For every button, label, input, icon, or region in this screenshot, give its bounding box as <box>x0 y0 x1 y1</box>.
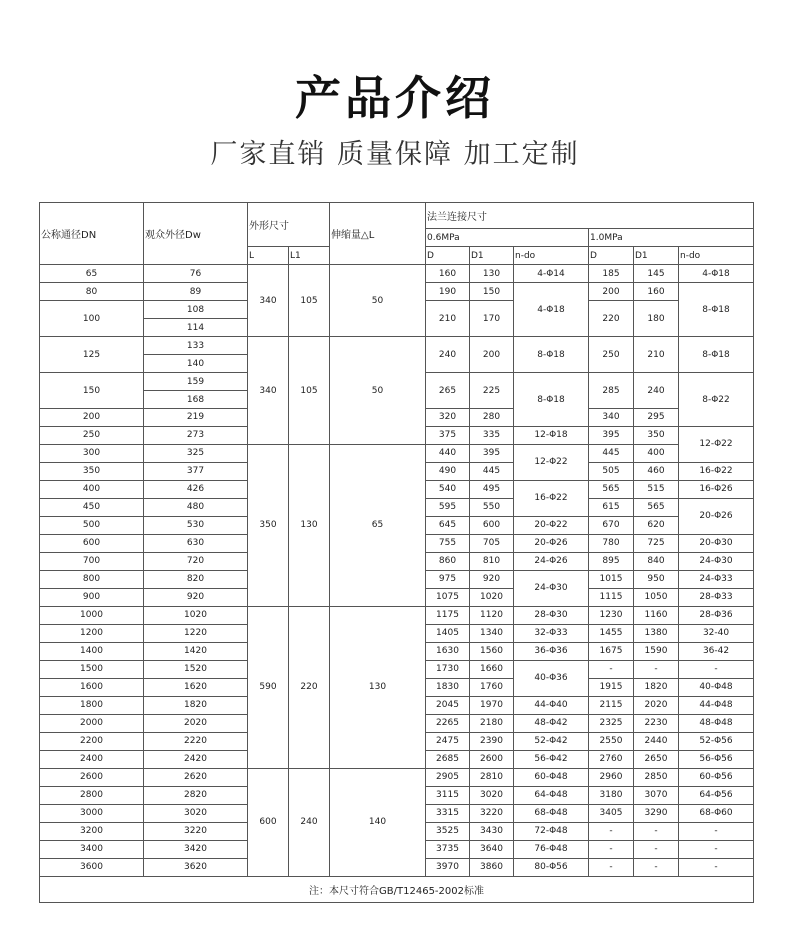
f06-ndo-cell: 20-Φ26 <box>514 534 589 552</box>
f06-D1-cell: 130 <box>470 265 514 283</box>
f06-ndo-cell: 52-Φ42 <box>514 732 589 750</box>
f06-ndo-cell: 8-Φ18 <box>514 337 589 373</box>
f06-D1-cell: 1120 <box>470 606 514 624</box>
dn-cell: 400 <box>40 480 144 498</box>
dn-cell: 80 <box>40 283 144 301</box>
f10-D-cell: 2325 <box>589 714 634 732</box>
dn-cell: 1600 <box>40 678 144 696</box>
dw-cell: 3420 <box>144 840 248 858</box>
f10-D1-cell: 2440 <box>634 732 679 750</box>
f06-D1-cell: 810 <box>470 552 514 570</box>
dn-header: 公称通径DN <box>40 203 144 265</box>
f10-D1-cell: 620 <box>634 516 679 534</box>
length-L1-cell: 240 <box>289 768 330 876</box>
f10-D1-cell: 180 <box>634 301 679 337</box>
table-row <box>40 606 754 624</box>
dn-cell: 1000 <box>40 606 144 624</box>
f06-ndo-cell: 20-Φ22 <box>514 516 589 534</box>
f10-D1-cell: 400 <box>634 444 679 462</box>
f06-D1-cell: 170 <box>470 301 514 337</box>
f10-D-cell: 2960 <box>589 768 634 786</box>
f10-D-cell: 615 <box>589 498 634 516</box>
f06-D-cell: 2265 <box>426 714 470 732</box>
L1-header: L1 <box>289 247 330 265</box>
f10-D1-cell: 3290 <box>634 804 679 822</box>
f10-D-cell: 250 <box>589 337 634 373</box>
f06-ndo-cell: 4-Φ18 <box>514 283 589 337</box>
expansion-cell: 50 <box>330 337 426 445</box>
dw-cell: 1520 <box>144 660 248 678</box>
f06-D-cell: 265 <box>426 373 470 409</box>
f10-D1-cell: 240 <box>634 373 679 409</box>
f10-ndo-cell: 48-Φ48 <box>679 714 754 732</box>
dn-cell: 2000 <box>40 714 144 732</box>
ndo-header-06: n-do <box>514 247 589 265</box>
length-L-cell: 600 <box>248 768 289 876</box>
f10-D1-cell: 1820 <box>634 678 679 696</box>
dw-cell: 2020 <box>144 714 248 732</box>
dn-cell: 350 <box>40 462 144 480</box>
f10-D1-cell: 1050 <box>634 588 679 606</box>
elongation-header: 伸缩量△L <box>330 203 426 265</box>
dw-cell: 108 <box>144 301 248 319</box>
length-L1-cell: 105 <box>289 265 330 337</box>
f10-D-cell: 1455 <box>589 624 634 642</box>
dw-cell: 1420 <box>144 642 248 660</box>
f10-D-cell: 1115 <box>589 588 634 606</box>
f06-ndo-cell: 68-Φ48 <box>514 804 589 822</box>
f10-D-cell: 340 <box>589 409 634 427</box>
dw-cell: 2220 <box>144 732 248 750</box>
f06-D-cell: 1730 <box>426 660 470 678</box>
D1-header-10: D1 <box>634 247 679 265</box>
D1-header-06: D1 <box>470 247 514 265</box>
dw-cell: 168 <box>144 391 248 409</box>
f10-ndo-cell: 60-Φ56 <box>679 768 754 786</box>
table-row <box>40 768 754 786</box>
dn-cell: 1800 <box>40 696 144 714</box>
f10-D1-cell: - <box>634 822 679 840</box>
spec-table <box>39 202 754 903</box>
f10-ndo-cell: 52-Φ56 <box>679 732 754 750</box>
f10-D-cell: 3180 <box>589 786 634 804</box>
dn-cell: 700 <box>40 552 144 570</box>
f06-D1-cell: 705 <box>470 534 514 552</box>
f10-D1-cell: 2650 <box>634 750 679 768</box>
dw-cell: 1620 <box>144 678 248 696</box>
f06-D1-cell: 445 <box>470 462 514 480</box>
f10-D1-cell: - <box>634 840 679 858</box>
dn-cell: 65 <box>40 265 144 283</box>
f10-D-cell: - <box>589 840 634 858</box>
f06-D1-cell: 600 <box>470 516 514 534</box>
f06-D-cell: 190 <box>426 283 470 301</box>
f10-ndo-cell: 8-Φ22 <box>679 373 754 427</box>
f06-D1-cell: 150 <box>470 283 514 301</box>
f10-ndo-cell: 8-Φ18 <box>679 283 754 337</box>
D-header-06: D <box>426 247 470 265</box>
dw-cell: 76 <box>144 265 248 283</box>
f10-ndo-cell: - <box>679 660 754 678</box>
dw-cell: 114 <box>144 319 248 337</box>
dn-cell: 125 <box>40 337 144 373</box>
f10-ndo-cell: 4-Φ18 <box>679 265 754 283</box>
f06-ndo-cell: 44-Φ40 <box>514 696 589 714</box>
f10-D1-cell: 515 <box>634 480 679 498</box>
dn-cell: 2200 <box>40 732 144 750</box>
f06-D-cell: 595 <box>426 498 470 516</box>
dw-cell: 2620 <box>144 768 248 786</box>
f06-D1-cell: 3220 <box>470 804 514 822</box>
f06-D-cell: 2685 <box>426 750 470 768</box>
expansion-cell: 130 <box>330 606 426 768</box>
f06-ndo-cell: 64-Φ48 <box>514 786 589 804</box>
f10-ndo-cell: 40-Φ48 <box>679 678 754 696</box>
f10-D1-cell: 1590 <box>634 642 679 660</box>
outer-size-header: 外形尺寸 <box>248 203 330 247</box>
dn-cell: 1200 <box>40 624 144 642</box>
dw-cell: 1820 <box>144 696 248 714</box>
dw-header: 观众外径Dw <box>144 203 248 265</box>
f06-D-cell: 1075 <box>426 588 470 606</box>
f10-ndo-cell: 8-Φ18 <box>679 337 754 373</box>
dw-cell: 820 <box>144 570 248 588</box>
dn-cell: 150 <box>40 373 144 409</box>
f06-D-cell: 1830 <box>426 678 470 696</box>
f06-D1-cell: 2810 <box>470 768 514 786</box>
f06-ndo-cell: 36-Φ36 <box>514 642 589 660</box>
f10-D1-cell: 460 <box>634 462 679 480</box>
f06-D1-cell: 495 <box>470 480 514 498</box>
f10-D1-cell: 840 <box>634 552 679 570</box>
length-L1-cell: 105 <box>289 337 330 445</box>
f10-ndo-cell: 28-Φ33 <box>679 588 754 606</box>
f06-D1-cell: 1760 <box>470 678 514 696</box>
f06-D-cell: 975 <box>426 570 470 588</box>
f10-D-cell: 1675 <box>589 642 634 660</box>
f06-D-cell: 645 <box>426 516 470 534</box>
dn-cell: 900 <box>40 588 144 606</box>
dw-cell: 219 <box>144 409 248 427</box>
dn-cell: 600 <box>40 534 144 552</box>
dn-cell: 200 <box>40 409 144 427</box>
f06-D-cell: 3735 <box>426 840 470 858</box>
length-L-cell: 350 <box>248 444 289 606</box>
f06-ndo-cell: 76-Φ48 <box>514 840 589 858</box>
f10-D-cell: 285 <box>589 373 634 409</box>
f06-D1-cell: 920 <box>470 570 514 588</box>
f06-D-cell: 160 <box>426 265 470 283</box>
dw-cell: 3020 <box>144 804 248 822</box>
f06-D-cell: 1630 <box>426 642 470 660</box>
f06-D1-cell: 335 <box>470 426 514 444</box>
f06-D-cell: 440 <box>426 444 470 462</box>
f06-D-cell: 3115 <box>426 786 470 804</box>
f10-D-cell: 445 <box>589 444 634 462</box>
f10-ndo-cell: 64-Φ56 <box>679 786 754 804</box>
f06-D-cell: 540 <box>426 480 470 498</box>
f06-D1-cell: 1560 <box>470 642 514 660</box>
dw-cell: 1220 <box>144 624 248 642</box>
f10-D-cell: 3405 <box>589 804 634 822</box>
table-row <box>40 265 754 283</box>
f10-D-cell: 200 <box>589 283 634 301</box>
f10-D1-cell: 2230 <box>634 714 679 732</box>
standard-note: 注：本尺寸符合GB/T12465-2002标准 <box>40 876 754 902</box>
f06-D-cell: 1175 <box>426 606 470 624</box>
f10-D1-cell: - <box>634 858 679 876</box>
f06-D1-cell: 3640 <box>470 840 514 858</box>
pressure-06-header: 0.6MPa <box>426 229 589 247</box>
f10-ndo-cell: 24-Φ33 <box>679 570 754 588</box>
dw-cell: 133 <box>144 337 248 355</box>
f10-ndo-cell: 12-Φ22 <box>679 426 754 462</box>
dw-cell: 89 <box>144 283 248 301</box>
length-L1-cell: 220 <box>289 606 330 768</box>
dn-cell: 1500 <box>40 660 144 678</box>
f10-D-cell: 1015 <box>589 570 634 588</box>
f10-D-cell: 1230 <box>589 606 634 624</box>
f06-D-cell: 240 <box>426 337 470 373</box>
f06-D1-cell: 280 <box>470 409 514 427</box>
f10-ndo-cell: 16-Φ26 <box>679 480 754 498</box>
dn-cell: 2800 <box>40 786 144 804</box>
f10-D-cell: 505 <box>589 462 634 480</box>
f10-D-cell: 220 <box>589 301 634 337</box>
dw-cell: 630 <box>144 534 248 552</box>
f10-D1-cell: 160 <box>634 283 679 301</box>
dn-cell: 300 <box>40 444 144 462</box>
dn-cell: 500 <box>40 516 144 534</box>
dw-cell: 3220 <box>144 822 248 840</box>
f10-D1-cell: 725 <box>634 534 679 552</box>
f06-D1-cell: 225 <box>470 373 514 409</box>
f10-D1-cell: 2850 <box>634 768 679 786</box>
dn-cell: 3600 <box>40 858 144 876</box>
f10-D1-cell: 295 <box>634 409 679 427</box>
dn-cell: 3400 <box>40 840 144 858</box>
f10-D-cell: - <box>589 858 634 876</box>
page-subtitle: 厂家直销 质量保障 加工定制 <box>210 139 580 170</box>
f10-ndo-cell: 20-Φ30 <box>679 534 754 552</box>
f10-D-cell: 2550 <box>589 732 634 750</box>
f06-ndo-cell: 28-Φ30 <box>514 606 589 624</box>
f06-D1-cell: 200 <box>470 337 514 373</box>
f06-ndo-cell: 24-Φ26 <box>514 552 589 570</box>
f06-D-cell: 860 <box>426 552 470 570</box>
f06-D1-cell: 2390 <box>470 732 514 750</box>
f10-D-cell: 185 <box>589 265 634 283</box>
f06-D-cell: 490 <box>426 462 470 480</box>
f06-ndo-cell: 16-Φ22 <box>514 480 589 516</box>
table-row <box>40 444 754 462</box>
f06-D-cell: 2905 <box>426 768 470 786</box>
dn-cell: 1400 <box>40 642 144 660</box>
f06-ndo-cell: 48-Φ42 <box>514 714 589 732</box>
dw-cell: 2420 <box>144 750 248 768</box>
f06-ndo-cell: 12-Φ18 <box>514 426 589 444</box>
dw-cell: 140 <box>144 355 248 373</box>
f10-D1-cell: 950 <box>634 570 679 588</box>
length-L1-cell: 130 <box>289 444 330 606</box>
f06-D-cell: 3525 <box>426 822 470 840</box>
f06-D-cell: 2475 <box>426 732 470 750</box>
f06-D-cell: 2045 <box>426 696 470 714</box>
ndo-header-10: n-do <box>679 247 754 265</box>
f10-ndo-cell: 44-Φ48 <box>679 696 754 714</box>
f10-ndo-cell: 32-40 <box>679 624 754 642</box>
f10-D-cell: 395 <box>589 426 634 444</box>
f06-D1-cell: 3860 <box>470 858 514 876</box>
f10-D1-cell: 145 <box>634 265 679 283</box>
f06-D-cell: 1405 <box>426 624 470 642</box>
f06-D-cell: 375 <box>426 426 470 444</box>
f06-ndo-cell: 80-Φ56 <box>514 858 589 876</box>
f10-D-cell: - <box>589 822 634 840</box>
dw-cell: 1020 <box>144 606 248 624</box>
dn-cell: 450 <box>40 498 144 516</box>
f06-ndo-cell: 12-Φ22 <box>514 444 589 480</box>
L-header: L <box>248 247 289 265</box>
f10-D1-cell: 565 <box>634 498 679 516</box>
dw-cell: 530 <box>144 516 248 534</box>
f06-ndo-cell: 8-Φ18 <box>514 373 589 427</box>
dn-cell: 3200 <box>40 822 144 840</box>
dn-cell: 2400 <box>40 750 144 768</box>
dw-cell: 2820 <box>144 786 248 804</box>
dw-cell: 325 <box>144 444 248 462</box>
f10-ndo-cell: 68-Φ60 <box>679 804 754 822</box>
dw-cell: 159 <box>144 373 248 391</box>
length-L-cell: 340 <box>248 265 289 337</box>
f10-ndo-cell: 56-Φ56 <box>679 750 754 768</box>
f10-ndo-cell: - <box>679 858 754 876</box>
f06-D1-cell: 1340 <box>470 624 514 642</box>
f10-D-cell: 565 <box>589 480 634 498</box>
dn-cell: 3000 <box>40 804 144 822</box>
f06-ndo-cell: 56-Φ42 <box>514 750 589 768</box>
dw-cell: 480 <box>144 498 248 516</box>
f06-ndo-cell: 24-Φ30 <box>514 570 589 606</box>
f06-D-cell: 320 <box>426 409 470 427</box>
f06-D1-cell: 2600 <box>470 750 514 768</box>
dw-cell: 3620 <box>144 858 248 876</box>
expansion-cell: 50 <box>330 265 426 337</box>
f10-D1-cell: 2020 <box>634 696 679 714</box>
dn-cell: 800 <box>40 570 144 588</box>
header-row <box>40 203 754 229</box>
expansion-cell: 140 <box>330 768 426 876</box>
length-L-cell: 340 <box>248 337 289 445</box>
f06-D1-cell: 550 <box>470 498 514 516</box>
dw-cell: 920 <box>144 588 248 606</box>
f06-D-cell: 3970 <box>426 858 470 876</box>
f10-D1-cell: 1380 <box>634 624 679 642</box>
f06-D1-cell: 3020 <box>470 786 514 804</box>
f10-D1-cell: 3070 <box>634 786 679 804</box>
f10-ndo-cell: 24-Φ30 <box>679 552 754 570</box>
f06-D-cell: 755 <box>426 534 470 552</box>
f10-D-cell: 780 <box>589 534 634 552</box>
f10-ndo-cell: - <box>679 822 754 840</box>
f10-ndo-cell: 36-42 <box>679 642 754 660</box>
f06-D-cell: 210 <box>426 301 470 337</box>
dw-cell: 426 <box>144 480 248 498</box>
dn-cell: 100 <box>40 301 144 337</box>
expansion-cell: 65 <box>330 444 426 606</box>
pressure-10-header: 1.0MPa <box>589 229 754 247</box>
f10-ndo-cell: 16-Φ22 <box>679 462 754 480</box>
table-row <box>40 337 754 355</box>
dn-cell: 250 <box>40 426 144 444</box>
dw-cell: 720 <box>144 552 248 570</box>
f10-D-cell: 2760 <box>589 750 634 768</box>
f06-D1-cell: 1020 <box>470 588 514 606</box>
f06-D1-cell: 2180 <box>470 714 514 732</box>
dw-cell: 377 <box>144 462 248 480</box>
f10-D-cell: 1915 <box>589 678 634 696</box>
f10-D1-cell: 350 <box>634 426 679 444</box>
D-header-10: D <box>589 247 634 265</box>
f06-D1-cell: 1970 <box>470 696 514 714</box>
f10-ndo-cell: - <box>679 840 754 858</box>
f10-ndo-cell: 20-Φ26 <box>679 498 754 534</box>
f10-ndo-cell: 28-Φ36 <box>679 606 754 624</box>
f06-D1-cell: 395 <box>470 444 514 462</box>
f06-ndo-cell: 60-Φ48 <box>514 768 589 786</box>
f10-D-cell: 2115 <box>589 696 634 714</box>
f10-D-cell: 670 <box>589 516 634 534</box>
f06-D1-cell: 1660 <box>470 660 514 678</box>
f10-D1-cell: - <box>634 660 679 678</box>
note-row <box>40 876 754 902</box>
f06-D-cell: 3315 <box>426 804 470 822</box>
f10-D-cell: - <box>589 660 634 678</box>
dw-cell: 273 <box>144 426 248 444</box>
f06-D1-cell: 3430 <box>470 822 514 840</box>
f10-D-cell: 895 <box>589 552 634 570</box>
f06-ndo-cell: 4-Φ14 <box>514 265 589 283</box>
f06-ndo-cell: 32-Φ33 <box>514 624 589 642</box>
f10-D1-cell: 210 <box>634 337 679 373</box>
page-title: 产品介绍 <box>295 71 495 125</box>
length-L-cell: 590 <box>248 606 289 768</box>
f06-ndo-cell: 72-Φ48 <box>514 822 589 840</box>
f06-ndo-cell: 40-Φ36 <box>514 660 589 696</box>
flange-header: 法兰连接尺寸 <box>426 203 754 229</box>
f10-D1-cell: 1160 <box>634 606 679 624</box>
dn-cell: 2600 <box>40 768 144 786</box>
